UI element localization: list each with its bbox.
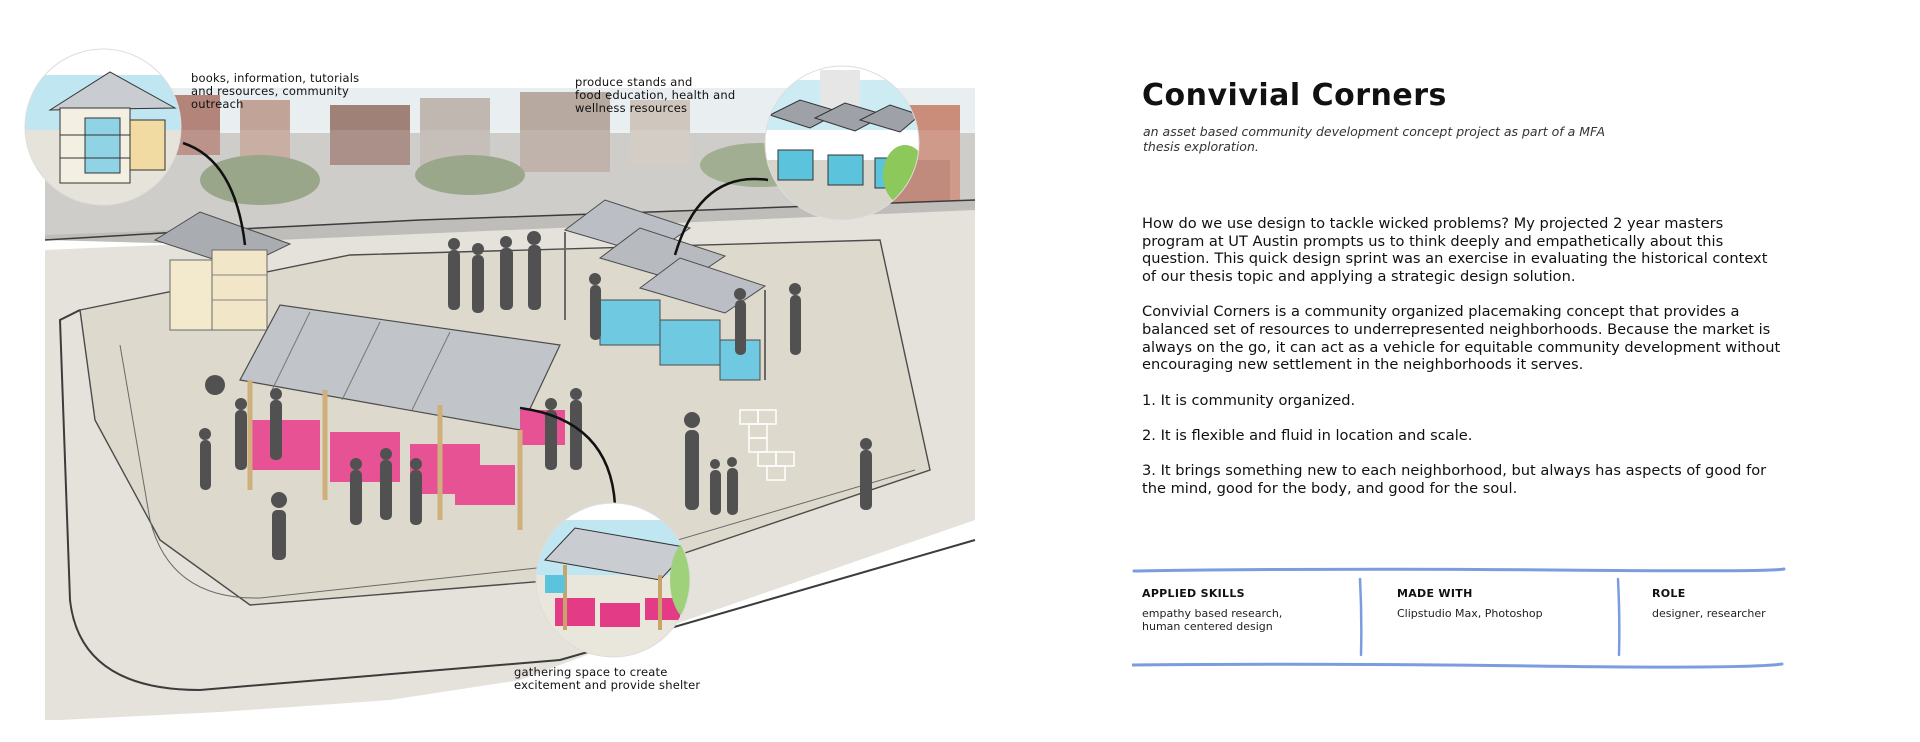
description-point: 2. It is flexible and fluid in location and scale. [1142, 426, 1473, 444]
description-point: 3. It brings something new to each neighborhood, but always has aspects of good for the mind, good for the body, and good for the soul. [1142, 462, 1767, 497]
callout-produce: produce stands and food education, health and wellness resources [575, 75, 736, 115]
description-paragraph: How do we use design to tackle wicked problems? My projected 2 year masters program at UT Austin prompts us to think deeply and empathetically about this question. This quick design sprint was an exercise in evaluating the historical context of our thesis topic and applying a strategic design solution. [1142, 215, 1768, 286]
page-subtitle: an asset based community development concept project as part of a MFA thesis exploration. [1143, 124, 1606, 154]
description-point: 1. It is community organized. [1142, 391, 1356, 409]
project-info-panel [1132, 567, 1786, 671]
applied-skills-value: empathy based research, human centered design [1142, 607, 1283, 633]
callout-books: books, information, tutorials and resources, community outreach [191, 71, 360, 111]
role-heading: ROLE [1652, 587, 1686, 600]
made-with [1397, 587, 1617, 620]
role [1652, 587, 1792, 620]
description-paragraph: Convivial Corners is a community organized placemaking concept that provides a balanced set of resources to underrepresented neighborhoods. Because the market is always on the go, it can act as a vehicle for equitable community development without encouraging new settlement in the neighborhoods it serves. [1142, 303, 1781, 374]
role-value: designer, researcher [1652, 607, 1766, 620]
project-description [1142, 215, 1782, 515]
page-title: Convivial Corners [1142, 78, 1447, 113]
callout-gathering: gathering space to create excitement and provide shelter [514, 665, 701, 692]
applied-skills [1142, 587, 1342, 633]
applied-skills-heading: APPLIED SKILLS [1142, 587, 1245, 600]
made-with-heading: MADE WITH [1397, 587, 1473, 600]
made-with-value: Clipstudio Max, Photoshop [1397, 607, 1543, 620]
